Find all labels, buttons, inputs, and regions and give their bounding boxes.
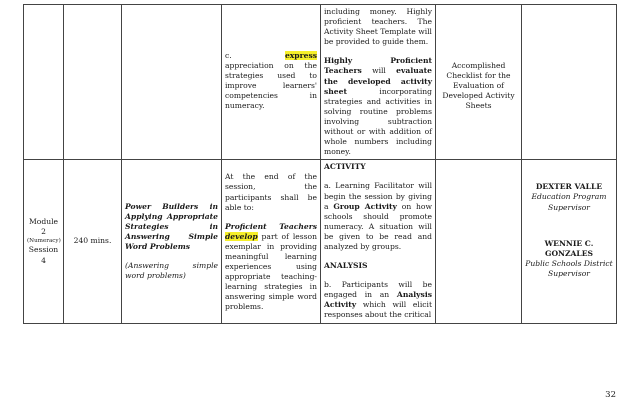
duration-text: 240 mins. — [73, 236, 112, 246]
module-cell: Module 2 (Numeracy) Session 4 — [24, 160, 64, 323]
objective-text: appreciation on the strategies used to improve learners' competencies in numeracy. — [225, 61, 317, 111]
topic-title: Power Builders in Applying Appropriate Strategies in Answering Simple Word Problems — [125, 201, 218, 251]
objective-body: Proficient Teachers develop part of lesson exemplar in providing meaningful learning experiences using appropriate teaching-learning strategies in answering simple word problems. — [225, 221, 317, 312]
module-cell-empty — [24, 5, 64, 160]
topic-cell-empty — [122, 5, 222, 160]
person-cell-empty — [522, 5, 617, 160]
objective-highlight: express — [284, 51, 317, 60]
objective-intro: At the end of the session, the participants shall be able to: — [225, 172, 317, 212]
duration-cell — [64, 160, 122, 323]
person-cell — [522, 160, 617, 323]
activity-paragraph: a. Learning Facilitator will begin the session by giving a Group Activity on how schools should promote numeracy. A situation will be given to be read and analyzed by groups. — [324, 181, 432, 251]
analysis-paragraph: b. Participants will be engaged in an Analysis Activity which will elicit responses about the critical — [324, 280, 432, 320]
procedure-cell — [321, 5, 436, 160]
objective-prefix: c. — [225, 51, 285, 60]
objective-cell — [222, 5, 321, 160]
session-plan-table — [23, 4, 617, 324]
duration-cell-empty — [64, 5, 122, 160]
topic-cell — [122, 160, 222, 323]
activity-heading: ACTIVITY — [324, 162, 366, 172]
topic-subtitle: (Answering simple word problems) — [125, 261, 218, 281]
procedure-cell — [321, 160, 436, 323]
person-role: Education Program Supervisor — [531, 192, 607, 212]
objective-cell — [222, 160, 321, 323]
person-name: WENNIE C. GONZALES — [544, 238, 594, 258]
procedure-paragraph-2: Highly Proficient Teachers will evaluate the developed activity sheet incorporating strategies and activities in solving routine problems involving subtraction without or with addition of whole numbers including money. — [324, 56, 432, 157]
analysis-heading: ANALYSIS — [324, 261, 368, 271]
person-role: Public Schools District Supervisor — [525, 258, 613, 278]
output-cell — [436, 5, 522, 160]
table-row — [24, 160, 617, 323]
output-cell-empty — [436, 160, 522, 323]
output-text: Accomplished Checklist for the Evaluation of Developed Activity Sheets — [442, 61, 515, 111]
table-row — [24, 5, 617, 160]
procedure-paragraph-1: including money. Highly proficient teachers. The Activity Sheet Template will be provided to guide them. — [324, 7, 432, 47]
page-number: 32 — [605, 390, 616, 400]
person-name: DEXTER VALLE — [535, 182, 603, 192]
